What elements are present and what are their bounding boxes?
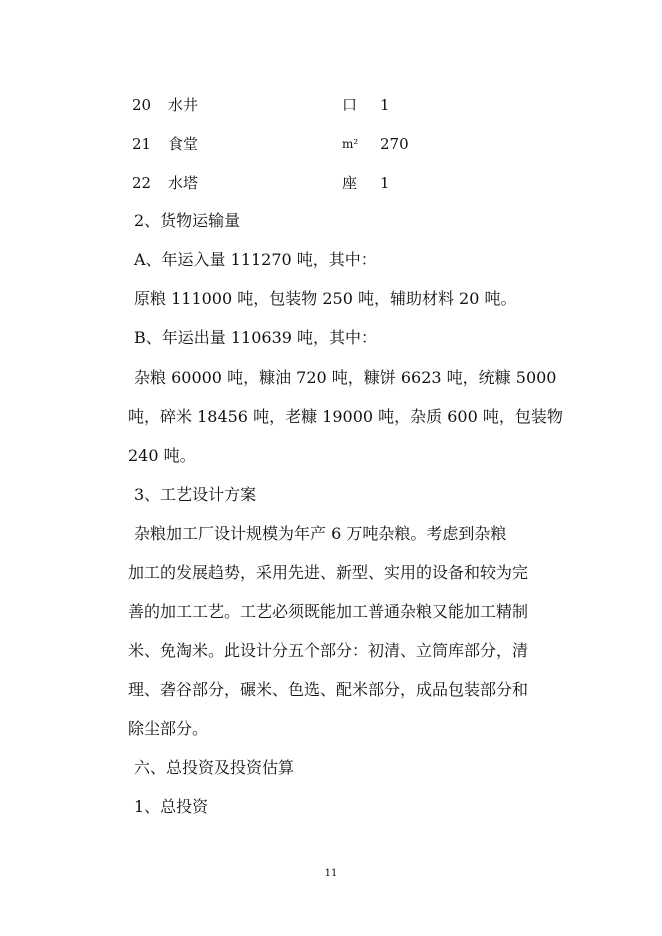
section-heading: 3、工艺设计方案 [134, 485, 257, 504]
paragraph-line: 除尘部分。 [128, 719, 209, 738]
row-quantity: 1 [380, 174, 390, 192]
row-unit: 座 [342, 174, 358, 192]
row-item-name: 水井 [168, 96, 199, 114]
paragraph-line: 米、免淘米。此设计分五个部分：初清、立筒库部分，清 [128, 641, 529, 660]
row-unit: m² [342, 137, 359, 151]
chapter-heading: 六、总投资及投资估算 [134, 758, 295, 777]
paragraph-line: 善的加工工艺。工艺必须既能加工普通杂粮又能加工精制 [128, 602, 529, 621]
row-item-name: 水塔 [168, 174, 199, 192]
section-heading: 1、总投资 [134, 797, 209, 816]
paragraph-line: 240 吨。 [128, 446, 196, 465]
page-number: 11 [324, 868, 338, 879]
outbound-heading: B、年运出量 110639 吨，其中： [134, 328, 378, 347]
paragraph-line: 杂粮加工厂设计规模为年产 6 万吨杂粮。考虑到杂粮 [134, 524, 507, 543]
row-number: 22 [132, 174, 152, 192]
inbound-heading: A、年运入量 111270 吨，其中： [134, 250, 377, 269]
row-quantity: 1 [380, 96, 390, 114]
row-number: 21 [132, 135, 152, 153]
inbound-detail: 原粮 111000 吨，包装物 250 吨，辅助材料 20 吨。 [134, 289, 517, 308]
row-number: 20 [132, 96, 152, 114]
row-unit: 口 [342, 96, 358, 114]
row-quantity: 270 [380, 135, 409, 153]
paragraph-line: 理、砻谷部分，碾米、色选、配米部分，成品包装部分和 [128, 680, 529, 699]
paragraph-line: 杂粮 60000 吨，糠油 720 吨，糠饼 6623 吨，统糠 5000 [134, 368, 557, 387]
paragraph-line: 加工的发展趋势，采用先进、新型、实用的设备和较为完 [128, 563, 529, 582]
row-item-name: 食堂 [168, 135, 199, 153]
paragraph-line: 吨，碎米 18456 吨，老糠 19000 吨，杂质 600 吨，包装物 [128, 407, 563, 426]
section-heading: 2、货物运输量 [134, 211, 241, 230]
